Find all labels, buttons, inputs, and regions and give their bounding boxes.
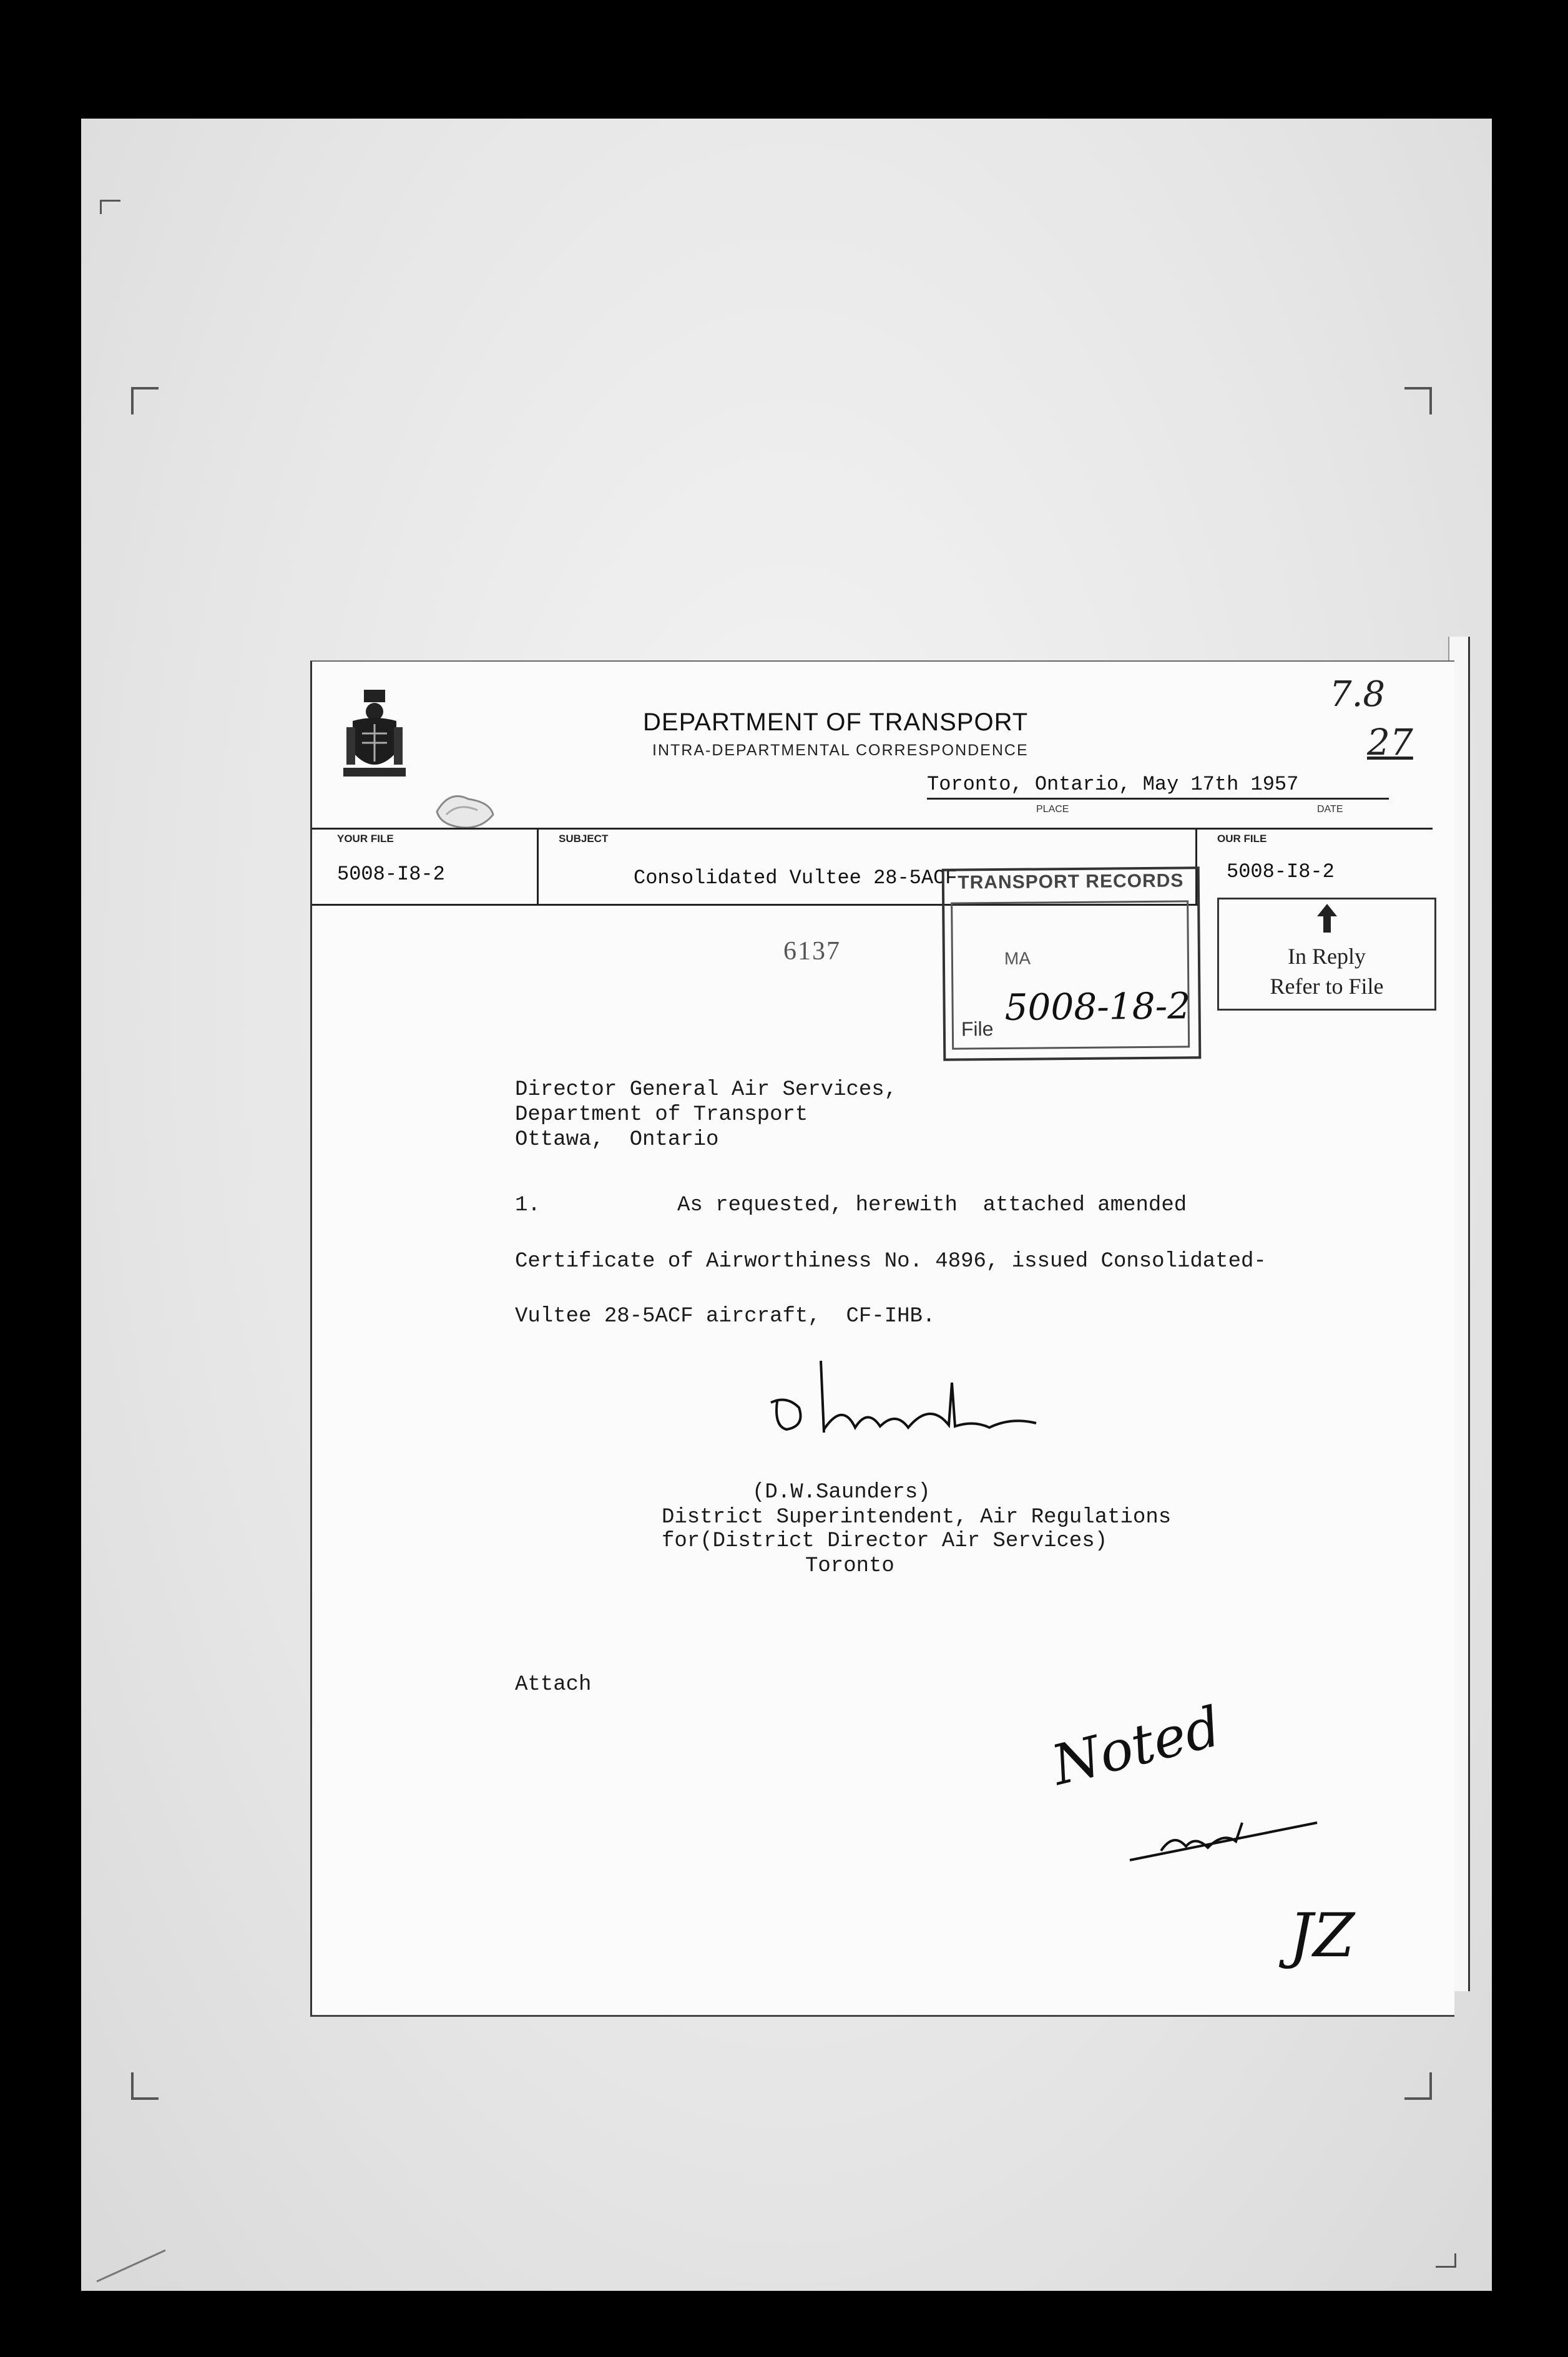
memo-sheet bbox=[310, 660, 1454, 2017]
stamp-heading: TRANSPORT RECORDS bbox=[958, 870, 1184, 893]
our-file-label: OUR FILE bbox=[1217, 833, 1267, 845]
transport-records-stamp bbox=[942, 866, 1202, 1061]
department-heading: DEPARTMENT OF TRANSPORT bbox=[643, 708, 1029, 736]
body-line1: As requested, herewith attached amended bbox=[677, 1193, 1187, 1217]
your-file-divider bbox=[537, 828, 539, 904]
signatory-title: District Superintendent, Air Regulations bbox=[662, 1506, 1172, 1529]
subject-label: SUBJECT bbox=[559, 833, 609, 845]
crop-mark-top-right bbox=[1404, 387, 1432, 414]
crop-mark-bottom-left bbox=[131, 2072, 159, 2100]
addressee-line3: Ottawa, Ontario bbox=[515, 1128, 719, 1152]
signatory-name: (D.W.Saunders) bbox=[752, 1481, 931, 1504]
body-line3: Vultee 28-5ACF aircraft, CF-IHB. bbox=[515, 1305, 936, 1328]
subject-value: Consolidated Vultee 28-5ACF bbox=[634, 866, 958, 889]
reference-number: 6137 bbox=[783, 937, 841, 966]
up-arrow-icon bbox=[1316, 903, 1338, 937]
place-label: PLACE bbox=[1036, 804, 1069, 815]
correspondence-subheading: INTRA-DEPARTMENTAL CORRESPONDENCE bbox=[652, 742, 1029, 759]
handwritten-corner-note-bottom: 27 bbox=[1367, 721, 1413, 763]
addressee-line1: Director General Air Services, bbox=[515, 1078, 898, 1102]
signatory-city: Toronto bbox=[805, 1554, 894, 1578]
signatory-for-line: for(District Director Air Services) bbox=[662, 1529, 1108, 1553]
handwritten-noted: Noted bbox=[1046, 1693, 1227, 1798]
stamp-date-partial: MA bbox=[1004, 948, 1031, 968]
place-date: Toronto, Ontario, May 17th 1957 bbox=[927, 773, 1299, 796]
film-scratch bbox=[94, 2247, 169, 2285]
crop-mark-outer-bottom-right bbox=[1436, 2253, 1456, 2268]
date-label: DATE bbox=[1317, 804, 1343, 815]
handwritten-initials: JZ bbox=[1289, 1901, 1355, 1971]
our-file-value: 5008-I8-2 bbox=[1227, 860, 1335, 883]
paragraph-number: 1. bbox=[515, 1193, 541, 1217]
crop-mark-bottom-right bbox=[1404, 2072, 1432, 2100]
your-file-value: 5008-I8-2 bbox=[337, 863, 445, 886]
in-reply-box bbox=[1217, 898, 1436, 1011]
stamp-file-label: File bbox=[961, 1017, 994, 1041]
handwritten-signature bbox=[762, 1358, 1049, 1445]
in-reply-line2: Refer to File bbox=[1270, 974, 1384, 999]
place-date-rule bbox=[927, 798, 1389, 800]
in-reply-line1: In Reply bbox=[1288, 944, 1366, 969]
enclosure-note: Attach bbox=[515, 1673, 592, 1697]
stamp-file-number-handwritten: 5008-18-2 bbox=[1004, 984, 1191, 1029]
addressee-line2: Department of Transport bbox=[515, 1103, 808, 1127]
coat-of-arms-icon bbox=[340, 690, 409, 783]
crop-mark-top-left bbox=[131, 387, 159, 414]
crop-mark-outer-top-left bbox=[100, 200, 120, 214]
your-file-label: YOUR FILE bbox=[337, 833, 394, 845]
handwritten-initials-scribble bbox=[1124, 1798, 1323, 1866]
body-line2: Certificate of Airworthiness No. 4896, issued Consolidated- bbox=[515, 1250, 1267, 1273]
header-field-top-rule bbox=[312, 828, 1433, 830]
handwritten-corner-note-top: 7.8 bbox=[1330, 674, 1386, 715]
